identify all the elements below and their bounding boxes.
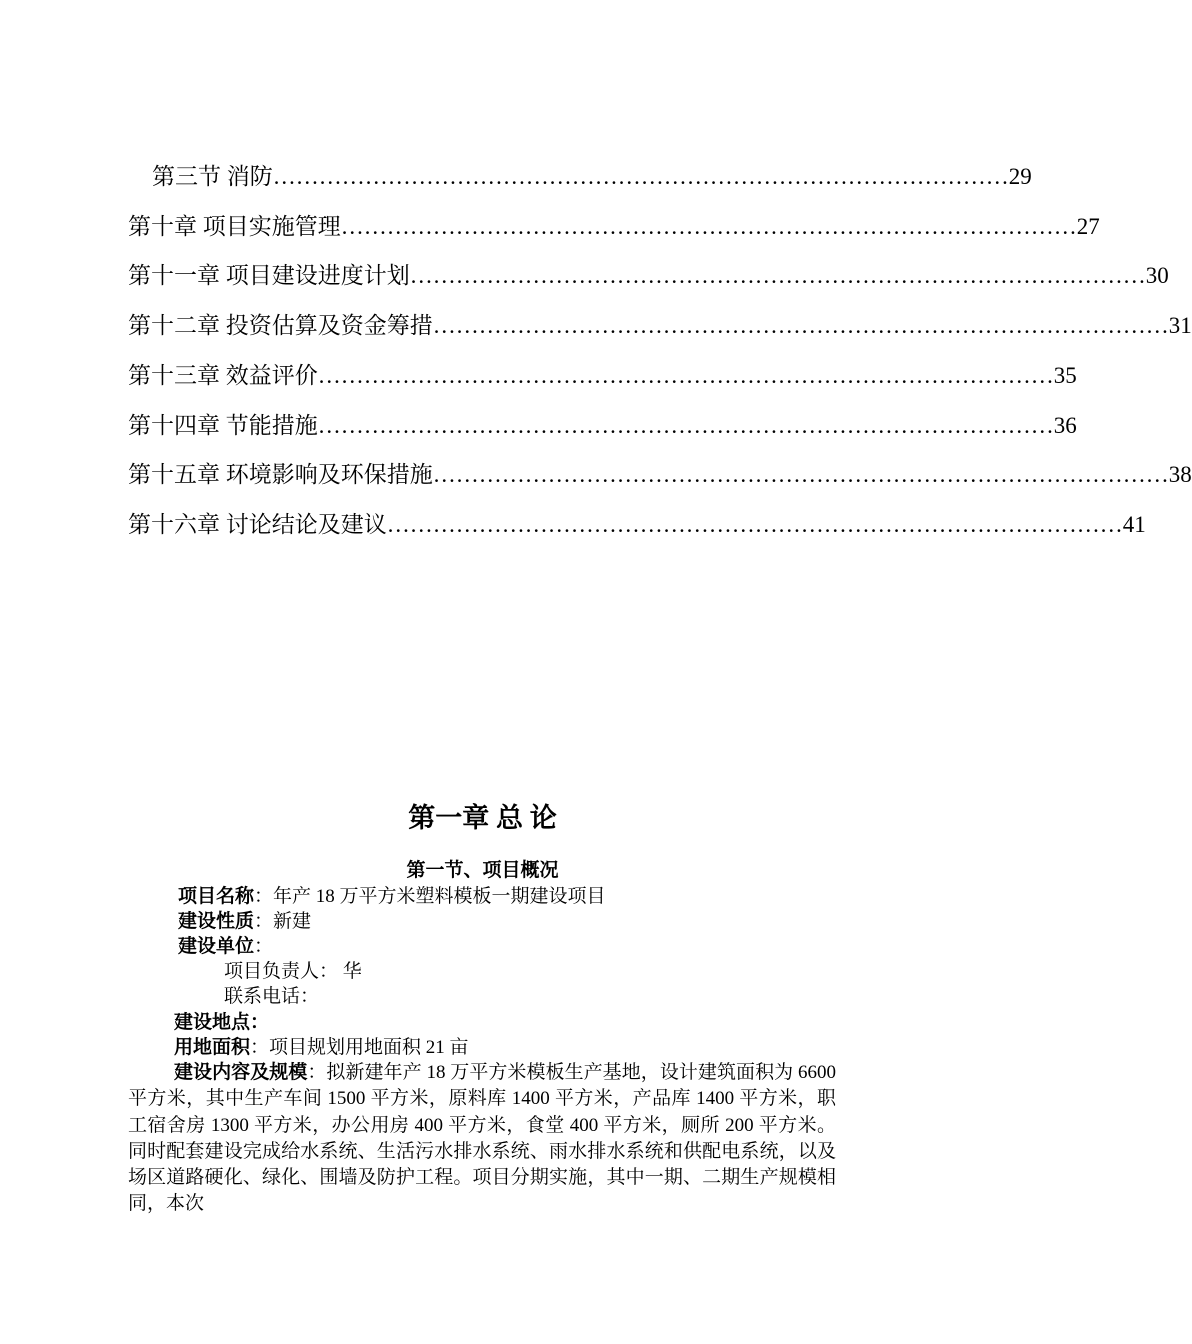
toc-entry[interactable]	[152, 156, 1032, 192]
toc-entry-page: 27	[1076, 214, 1100, 239]
toc-leader-dots: ……………………………………………………………………………………	[317, 413, 1054, 438]
project-name-field	[178, 884, 606, 909]
toc-entry-page: 35	[1053, 363, 1077, 388]
manager-label: 项目负责人：	[224, 961, 339, 982]
nature-field	[178, 909, 311, 934]
area-field	[174, 1035, 469, 1060]
toc-entry[interactable]	[128, 206, 1100, 242]
toc-entry-title: 第三节 消防	[152, 164, 273, 189]
area-label: 用地面积	[174, 1037, 251, 1058]
location-label: 建设地点：	[174, 1012, 270, 1033]
manager-field	[224, 959, 362, 984]
toc-entry-title: 第十章 项目实施管理	[128, 214, 341, 239]
scope-label: 建设内容及规模	[174, 1062, 308, 1083]
toc-entry-page: 41	[1122, 512, 1146, 537]
toc-entry-title: 第十五章 环境影响及环保措施	[128, 462, 433, 487]
toc-entry[interactable]	[128, 255, 1169, 291]
section-title: 第一节、项目概况	[406, 860, 559, 881]
toc-entry-page: 38	[1168, 462, 1192, 487]
project-name-label: 项目名称	[178, 886, 255, 907]
toc-leader-dots: ……………………………………………………………………………………	[432, 313, 1169, 338]
toc-entry[interactable]	[128, 454, 1192, 490]
toc-entry-page: 30	[1145, 263, 1169, 288]
phone-label: 联系电话：	[224, 986, 320, 1007]
chapter-title: 第一章 总 论	[408, 803, 557, 833]
toc-entry[interactable]	[128, 305, 1192, 341]
manager-value: 华	[342, 961, 362, 982]
toc-entry[interactable]	[128, 504, 1146, 540]
area-value: ：项目规划用地面积 21 亩	[250, 1037, 469, 1058]
toc-entry-page: 36	[1053, 413, 1077, 438]
unit-field	[178, 934, 273, 959]
toc-entry-title: 第十二章 投资估算及资金筹措	[128, 313, 433, 338]
toc-leader-dots: ……………………………………………………………………………………	[272, 164, 1009, 189]
scope-paragraph	[128, 1060, 836, 1218]
unit-value: ：	[254, 936, 274, 957]
toc-entry-title: 第十六章 讨论结论及建议	[128, 512, 387, 537]
toc-entry-page: 31	[1168, 313, 1192, 338]
toc-entry[interactable]	[128, 355, 1077, 391]
phone-field	[224, 984, 319, 1009]
toc-leader-dots: ……………………………………………………………………………………	[409, 263, 1146, 288]
location-field	[174, 1010, 269, 1035]
toc-entry[interactable]	[128, 405, 1077, 441]
toc-leader-dots: ……………………………………………………………………………………	[340, 214, 1077, 239]
toc-leader-dots: ……………………………………………………………………………………	[386, 512, 1123, 537]
toc-entry-title: 第十一章 项目建设进度计划	[128, 263, 410, 288]
toc-leader-dots: ……………………………………………………………………………………	[432, 462, 1169, 487]
nature-label: 建设性质	[178, 911, 255, 932]
toc-entry-title: 第十四章 节能措施	[128, 413, 318, 438]
scope-text: ：拟新建年产 18 万平方米模板生产基地，设计建筑面积为 6600 平方米，其中生产车间 1500 平方米，原料库 1400 平方米，产品库 1400 平方米，职工宿舍房 1300 平方米，办公用房 400 平方米，食堂 400 平方米，厕所 200 平方米。同时配套建设完成给水系统、生活污水排水系统、雨水排水系统和供配电系统，以及场区道路硬化、绿化、围墙及防护工程。项目分期实施，其中一期、二期生产规模相同，本次	[128, 1062, 836, 1215]
project-name-value: ：年产 18 万平方米塑料模板一期建设项目	[254, 886, 606, 907]
nature-value: ：新建	[254, 911, 312, 932]
toc-entry-page: 29	[1008, 164, 1032, 189]
toc-leader-dots: ……………………………………………………………………………………	[317, 363, 1054, 388]
unit-label: 建设单位	[178, 936, 255, 957]
toc-entry-title: 第十三章 效益评价	[128, 363, 318, 388]
